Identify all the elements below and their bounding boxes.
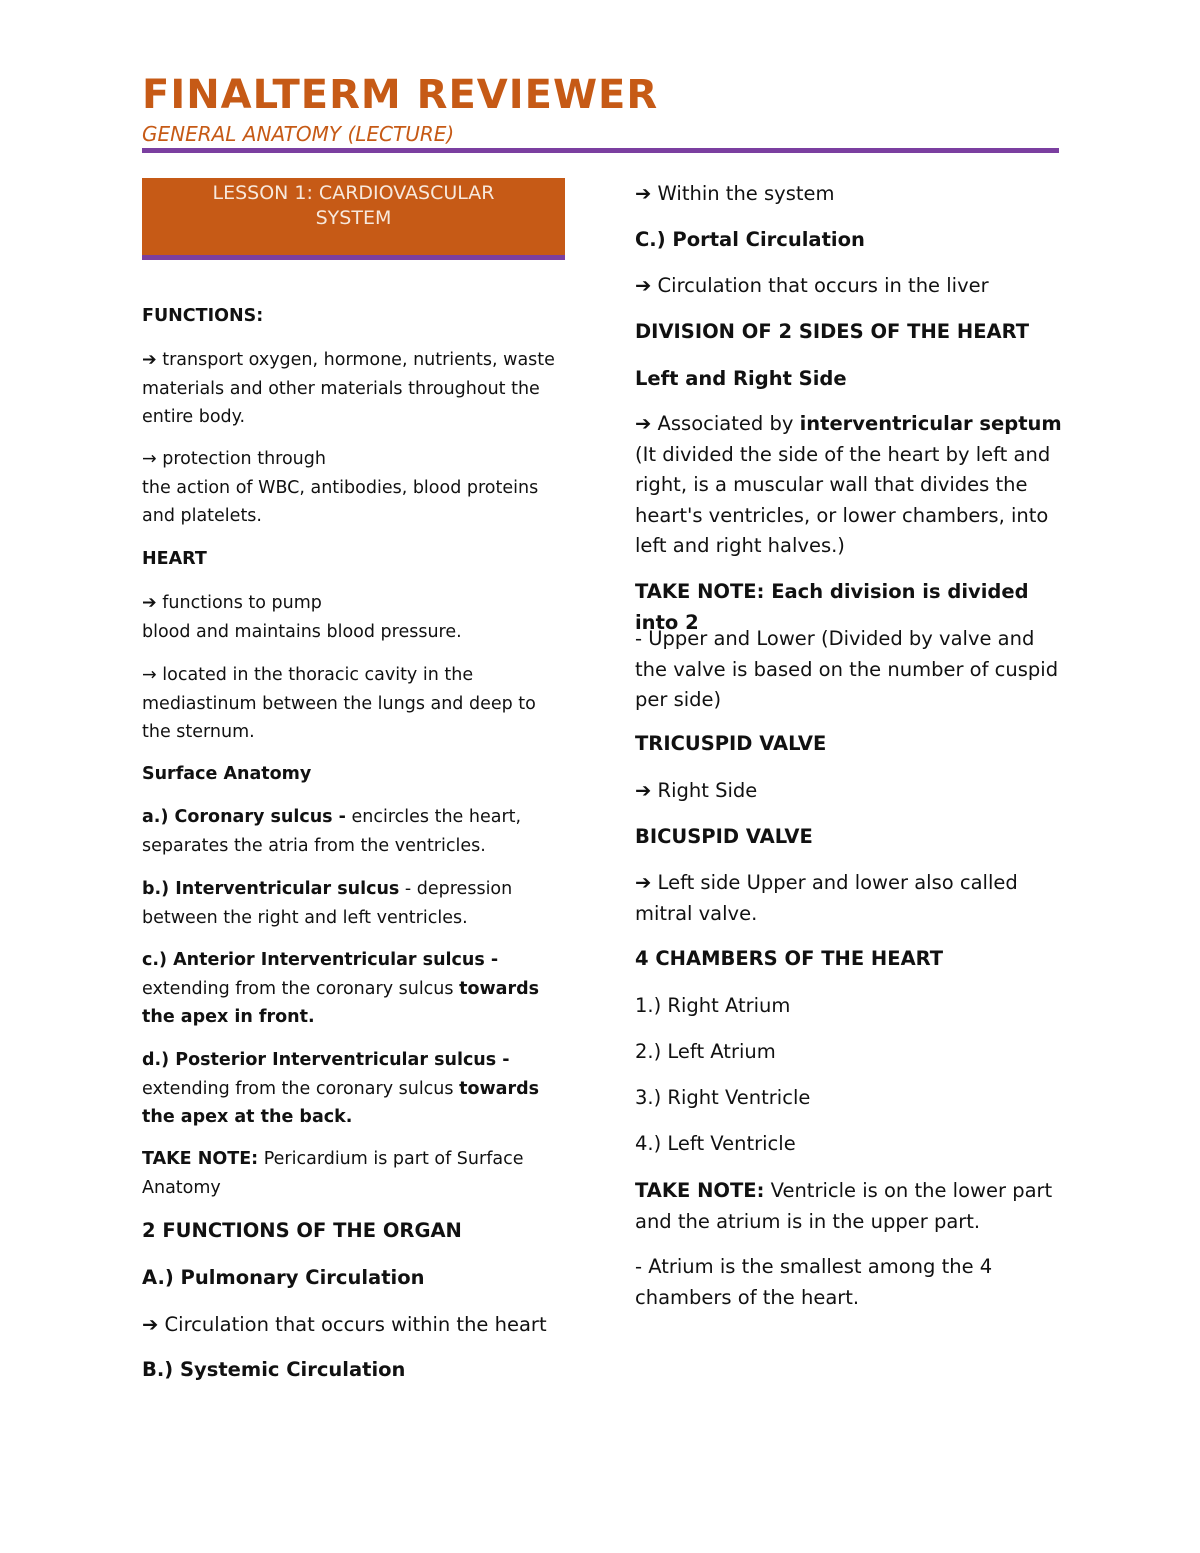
tricuspid-desc: ➔ Right Side <box>635 779 758 802</box>
pulmonary-circulation-desc: ➔ Circulation that occurs within the heart <box>142 1313 547 1336</box>
surface-anatomy-heading: Surface Anatomy <box>142 764 312 784</box>
atrium-note: - Atrium is the smallest among the 4 chambers of the heart. <box>635 1255 993 1309</box>
pulmonary-circulation-heading: A.) Pulmonary Circulation <box>142 1266 425 1289</box>
arrow-right-icon: ➔ <box>635 274 652 297</box>
title-divider <box>142 148 1059 153</box>
systemic-circulation-heading: B.) Systemic Circulation <box>142 1358 406 1381</box>
sides-desc: ➔ Associated by interventricular septum (It divided the side of the heart by left and right, is a muscular wall that divides the heart's ventricles, or lower chambers, into left and right halves.) <box>635 412 1062 557</box>
arrow-right-icon: ➔ <box>635 779 652 802</box>
lesson-divider <box>142 255 565 260</box>
organ-functions-heading: 2 FUNCTIONS OF THE ORGAN <box>142 1219 462 1242</box>
portal-circulation-desc: ➔ Circulation that occurs in the liver <box>635 274 989 297</box>
bicuspid-heading: BICUSPID VALVE <box>635 825 813 848</box>
chamber-item-1: 1.) Right Atrium <box>635 994 791 1017</box>
division-take-note: TAKE NOTE: Each division is divided into 2 <box>635 580 1029 634</box>
upper-lower-desc: - Upper and Lower (Divided by valve and the valve is based on the number of cuspid per side) <box>635 627 1059 711</box>
tricuspid-heading: TRICUSPID VALVE <box>635 732 827 755</box>
division-heading: DIVISION OF 2 SIDES OF THE HEART <box>635 320 1030 343</box>
surface-item-b: b.) Interventricular sulcus - depression between the right and left ventricles. <box>142 879 513 928</box>
chamber-item-3: 3.) Right Ventricle <box>635 1086 811 1109</box>
bicuspid-desc: ➔ Left side Upper and lower also called mitral valve. <box>635 871 1018 925</box>
heart-item-2: → located in the thoracic cavity in the mediastinum between the lungs and deep to the sternum. <box>142 665 536 742</box>
arrow-right-icon: ➔ <box>635 871 652 894</box>
lesson-banner <box>142 178 565 256</box>
chambers-take-note: TAKE NOTE: Ventricle is on the lower part and the atrium is in the upper part. <box>635 1179 1053 1233</box>
arrow-right-icon: → <box>142 449 157 469</box>
arrow-right-icon: ➔ <box>142 1313 159 1336</box>
functions-item-1: ➔ transport oxygen, hormone, nutrients, waste materials and other materials throughout the entire body. <box>142 350 555 427</box>
functions-item-2: → protection through the action of WBC, antibodies, blood proteins and platelets. <box>142 449 539 526</box>
arrow-right-icon: ➔ <box>635 412 652 435</box>
heart-item-1: ➔ functions to pump blood and maintains blood pressure. <box>142 593 462 642</box>
lesson-title-line-1: LESSON 1: CARDIOVASCULAR <box>212 182 495 204</box>
arrow-right-icon: → <box>142 665 157 685</box>
arrow-right-icon: ➔ <box>635 182 652 205</box>
surface-item-a: a.) Coronary sulcus - encircles the heart, separates the atria from the ventricles. <box>142 807 522 856</box>
functions-heading: FUNCTIONS: <box>142 306 264 326</box>
arrow-right-icon: ➔ <box>142 593 157 613</box>
arrow-right-icon: ➔ <box>142 350 157 370</box>
lesson-title-line-2: SYSTEM <box>315 207 392 229</box>
chamber-item-2: 2.) Left Atrium <box>635 1040 776 1063</box>
document-subtitle: GENERAL ANATOMY (LECTURE) <box>142 122 455 146</box>
chambers-heading: 4 CHAMBERS OF THE HEART <box>635 947 944 970</box>
document-title: FINALTERM REVIEWER <box>142 72 659 118</box>
portal-circulation-heading: C.) Portal Circulation <box>635 228 865 251</box>
chamber-item-4: 4.) Left Ventricle <box>635 1132 796 1155</box>
surface-take-note: TAKE NOTE: Pericardium is part of Surface Anatomy <box>142 1149 524 1198</box>
heart-heading: HEART <box>142 549 207 569</box>
surface-item-d: d.) Posterior Interventricular sulcus - extending from the coronary sulcus towards the apex at the back. <box>142 1050 540 1127</box>
sides-heading: Left and Right Side <box>635 367 847 390</box>
surface-item-c: c.) Anterior Interventricular sulcus - extending from the coronary sulcus towards the apex in front. <box>142 950 540 1027</box>
systemic-circulation-desc: ➔ Within the system <box>635 182 835 205</box>
